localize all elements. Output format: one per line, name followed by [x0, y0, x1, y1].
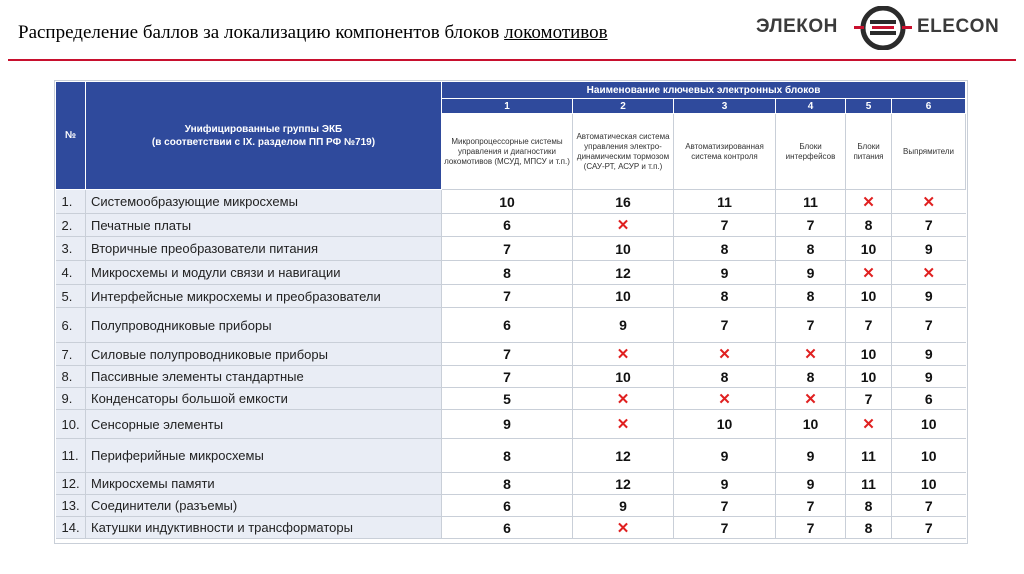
score-cell: 9: [573, 308, 674, 343]
col-number-header: №: [56, 82, 86, 190]
table-row: [56, 214, 966, 237]
page-title: [18, 22, 608, 44]
cross-icon: [573, 343, 674, 366]
cross-icon: [846, 190, 892, 214]
score-cell: 10: [892, 473, 966, 495]
cross-mark-icon: ✕: [718, 346, 731, 363]
score-cell: 7: [442, 285, 573, 308]
score-cell: 8: [846, 214, 892, 237]
block-number: 5: [846, 99, 892, 114]
row-group-name: Интерфейсные микросхемы и преобразователи: [86, 285, 442, 308]
score-cell: 10: [776, 410, 846, 439]
block-number: 3: [674, 99, 776, 114]
block-name: Выпрямители: [892, 114, 966, 190]
score-cell: 9: [892, 343, 966, 366]
row-number: 14.: [56, 517, 86, 539]
score-cell: 10: [892, 410, 966, 439]
score-cell: 9: [674, 473, 776, 495]
score-cell: 10: [846, 285, 892, 308]
row-group-name: Сенсорные элементы: [86, 410, 442, 439]
score-cell: 7: [776, 495, 846, 517]
title-main: Распределение баллов за локализацию компонентов блоков: [18, 22, 505, 43]
score-cell: 16: [573, 190, 674, 214]
cross-icon: [776, 343, 846, 366]
logo-text-en: ELECON: [917, 16, 1000, 37]
score-table: [55, 81, 966, 539]
score-cell: 7: [442, 343, 573, 366]
table-row: [56, 308, 966, 343]
table-row: [56, 473, 966, 495]
score-cell: 9: [573, 495, 674, 517]
blocks-header: Наименование ключевых электронных блоков: [442, 82, 966, 99]
table-row: [56, 285, 966, 308]
title-underlined: локомотивов: [504, 22, 608, 43]
table-head: [56, 82, 966, 190]
score-cell: 6: [892, 388, 966, 410]
score-cell: 9: [892, 237, 966, 261]
row-number: 8.: [56, 366, 86, 388]
score-cell: 11: [674, 190, 776, 214]
cross-icon: [892, 261, 966, 285]
table-body: [56, 190, 966, 539]
score-cell: 10: [442, 190, 573, 214]
score-cell: 11: [846, 439, 892, 473]
block-number: 2: [573, 99, 674, 114]
block-name: Автоматическая система управления электро-динамическим тормозом (САУ-РТ, АСУР и т.п.): [573, 114, 674, 190]
cross-icon: [846, 410, 892, 439]
score-cell: 8: [442, 473, 573, 495]
table-row: [56, 410, 966, 439]
score-cell: 6: [442, 495, 573, 517]
score-cell: 9: [674, 439, 776, 473]
table-row: [56, 343, 966, 366]
cross-mark-icon: ✕: [804, 346, 817, 363]
score-cell: 10: [846, 366, 892, 388]
score-cell: 7: [776, 214, 846, 237]
cross-mark-icon: ✕: [804, 390, 817, 408]
row-number: 1.: [56, 190, 86, 214]
cross-icon: [776, 388, 846, 410]
score-cell: 10: [573, 285, 674, 308]
col-group-header: [86, 82, 442, 190]
cross-mark-icon: ✕: [616, 519, 630, 537]
cross-mark-icon: ✕: [922, 264, 936, 282]
block-name: Блоки питания: [846, 114, 892, 190]
score-cell: 10: [674, 410, 776, 439]
score-cell: 7: [674, 495, 776, 517]
score-cell: 6: [442, 308, 573, 343]
score-cell: 8: [846, 517, 892, 539]
cross-mark-icon: ✕: [616, 416, 630, 433]
row-number: 5.: [56, 285, 86, 308]
score-cell: 8: [846, 495, 892, 517]
row-group-name: Системообразующие микросхемы: [86, 190, 442, 214]
cross-icon: [674, 343, 776, 366]
score-cell: 8: [776, 285, 846, 308]
score-cell: 8: [442, 261, 573, 285]
score-cell: 6: [442, 517, 573, 539]
score-cell: 7: [846, 388, 892, 410]
score-cell: 7: [674, 214, 776, 237]
score-cell: 9: [674, 261, 776, 285]
table-row: [56, 237, 966, 261]
score-cell: 7: [674, 517, 776, 539]
block-name: Автоматизированная система контроля: [674, 114, 776, 190]
row-number: 13.: [56, 495, 86, 517]
score-cell: 8: [442, 439, 573, 473]
row-number: 12.: [56, 473, 86, 495]
score-cell: 8: [674, 237, 776, 261]
score-cell: 9: [776, 439, 846, 473]
row-number: 11.: [56, 439, 86, 473]
score-cell: 7: [892, 495, 966, 517]
cross-icon: [573, 410, 674, 439]
table-row: [56, 261, 966, 285]
logo-text-ru: ЭЛЕКОН: [756, 16, 838, 37]
cross-icon: [573, 517, 674, 539]
row-number: 2.: [56, 214, 86, 237]
score-cell: 7: [442, 237, 573, 261]
row-group-name: Вторичные преобразователи питания: [86, 237, 442, 261]
cross-mark-icon: ✕: [616, 390, 630, 408]
score-cell: 7: [442, 366, 573, 388]
header-divider: [8, 59, 1016, 61]
row-group-name: Силовые полупроводниковые приборы: [86, 343, 442, 366]
score-cell: 8: [776, 366, 846, 388]
score-cell: 7: [846, 308, 892, 343]
table-row: [56, 366, 966, 388]
row-number: 3.: [56, 237, 86, 261]
row-group-name: Микросхемы памяти: [86, 473, 442, 495]
cross-icon: [892, 190, 966, 214]
cross-mark-icon: ✕: [862, 416, 875, 433]
score-cell: 8: [776, 237, 846, 261]
score-cell: 7: [892, 308, 966, 343]
row-group-name: Конденсаторы большой емкости: [86, 388, 442, 410]
score-cell: 11: [776, 190, 846, 214]
table-row: [56, 495, 966, 517]
score-cell: 9: [776, 261, 846, 285]
score-cell: 8: [674, 285, 776, 308]
col-group-header-line1: Унифицированные группы ЭКБ: [184, 123, 343, 135]
table-row: [56, 439, 966, 473]
cross-icon: [573, 388, 674, 410]
cross-icon: [846, 261, 892, 285]
cross-mark-icon: ✕: [616, 346, 630, 363]
score-cell: 7: [776, 308, 846, 343]
score-cell: 9: [776, 473, 846, 495]
row-number: 9.: [56, 388, 86, 410]
cross-mark-icon: ✕: [922, 193, 936, 211]
cross-mark-icon: ✕: [616, 217, 630, 234]
row-group-name: Микросхемы и модули связи и навигации: [86, 261, 442, 285]
score-cell: 7: [892, 214, 966, 237]
block-number: 4: [776, 99, 846, 114]
row-group-name: Катушки индуктивности и трансформаторы: [86, 517, 442, 539]
row-number: 6.: [56, 308, 86, 343]
block-number: 6: [892, 99, 966, 114]
cross-mark-icon: ✕: [862, 264, 875, 282]
cross-icon: [674, 388, 776, 410]
score-cell: 7: [892, 517, 966, 539]
score-cell: 9: [442, 410, 573, 439]
table-row: [56, 388, 966, 410]
table-row: [56, 517, 966, 539]
table-row: [56, 190, 966, 214]
score-cell: 8: [674, 366, 776, 388]
score-cell: 10: [846, 343, 892, 366]
score-cell: 12: [573, 439, 674, 473]
score-cell: 10: [573, 366, 674, 388]
score-cell: 10: [573, 237, 674, 261]
cross-mark-icon: ✕: [718, 390, 731, 408]
cross-mark-icon: ✕: [862, 193, 875, 211]
score-cell: 9: [892, 366, 966, 388]
elecon-logo: [752, 6, 1017, 50]
score-cell: 9: [892, 285, 966, 308]
score-cell: 12: [573, 473, 674, 495]
row-group-name: Соединители (разъемы): [86, 495, 442, 517]
row-number: 4.: [56, 261, 86, 285]
score-cell: 7: [674, 308, 776, 343]
score-cell: 12: [573, 261, 674, 285]
row-group-name: Печатные платы: [86, 214, 442, 237]
row-number: 10.: [56, 410, 86, 439]
score-cell: 5: [442, 388, 573, 410]
score-cell: 10: [846, 237, 892, 261]
logo-emblem-icon: [854, 6, 912, 50]
score-cell: 7: [776, 517, 846, 539]
score-cell: 11: [846, 473, 892, 495]
block-name: Блоки интерфейсов: [776, 114, 846, 190]
row-number: 7.: [56, 343, 86, 366]
row-group-name: Пассивные элементы стандартные: [86, 366, 442, 388]
col-group-header-line2: (в соответствии с IX. разделом ПП РФ №719): [151, 136, 376, 148]
score-cell: 6: [442, 214, 573, 237]
score-cell: 10: [892, 439, 966, 473]
cross-icon: [573, 214, 674, 237]
block-number: 1: [442, 99, 573, 114]
row-group-name: Полупроводниковые приборы: [86, 308, 442, 343]
block-name: Микропроцессорные системы управления и диагностики локомотивов (МСУД, МПСУ и т.п.): [442, 114, 573, 190]
row-group-name: Периферийные микросхемы: [86, 439, 442, 473]
